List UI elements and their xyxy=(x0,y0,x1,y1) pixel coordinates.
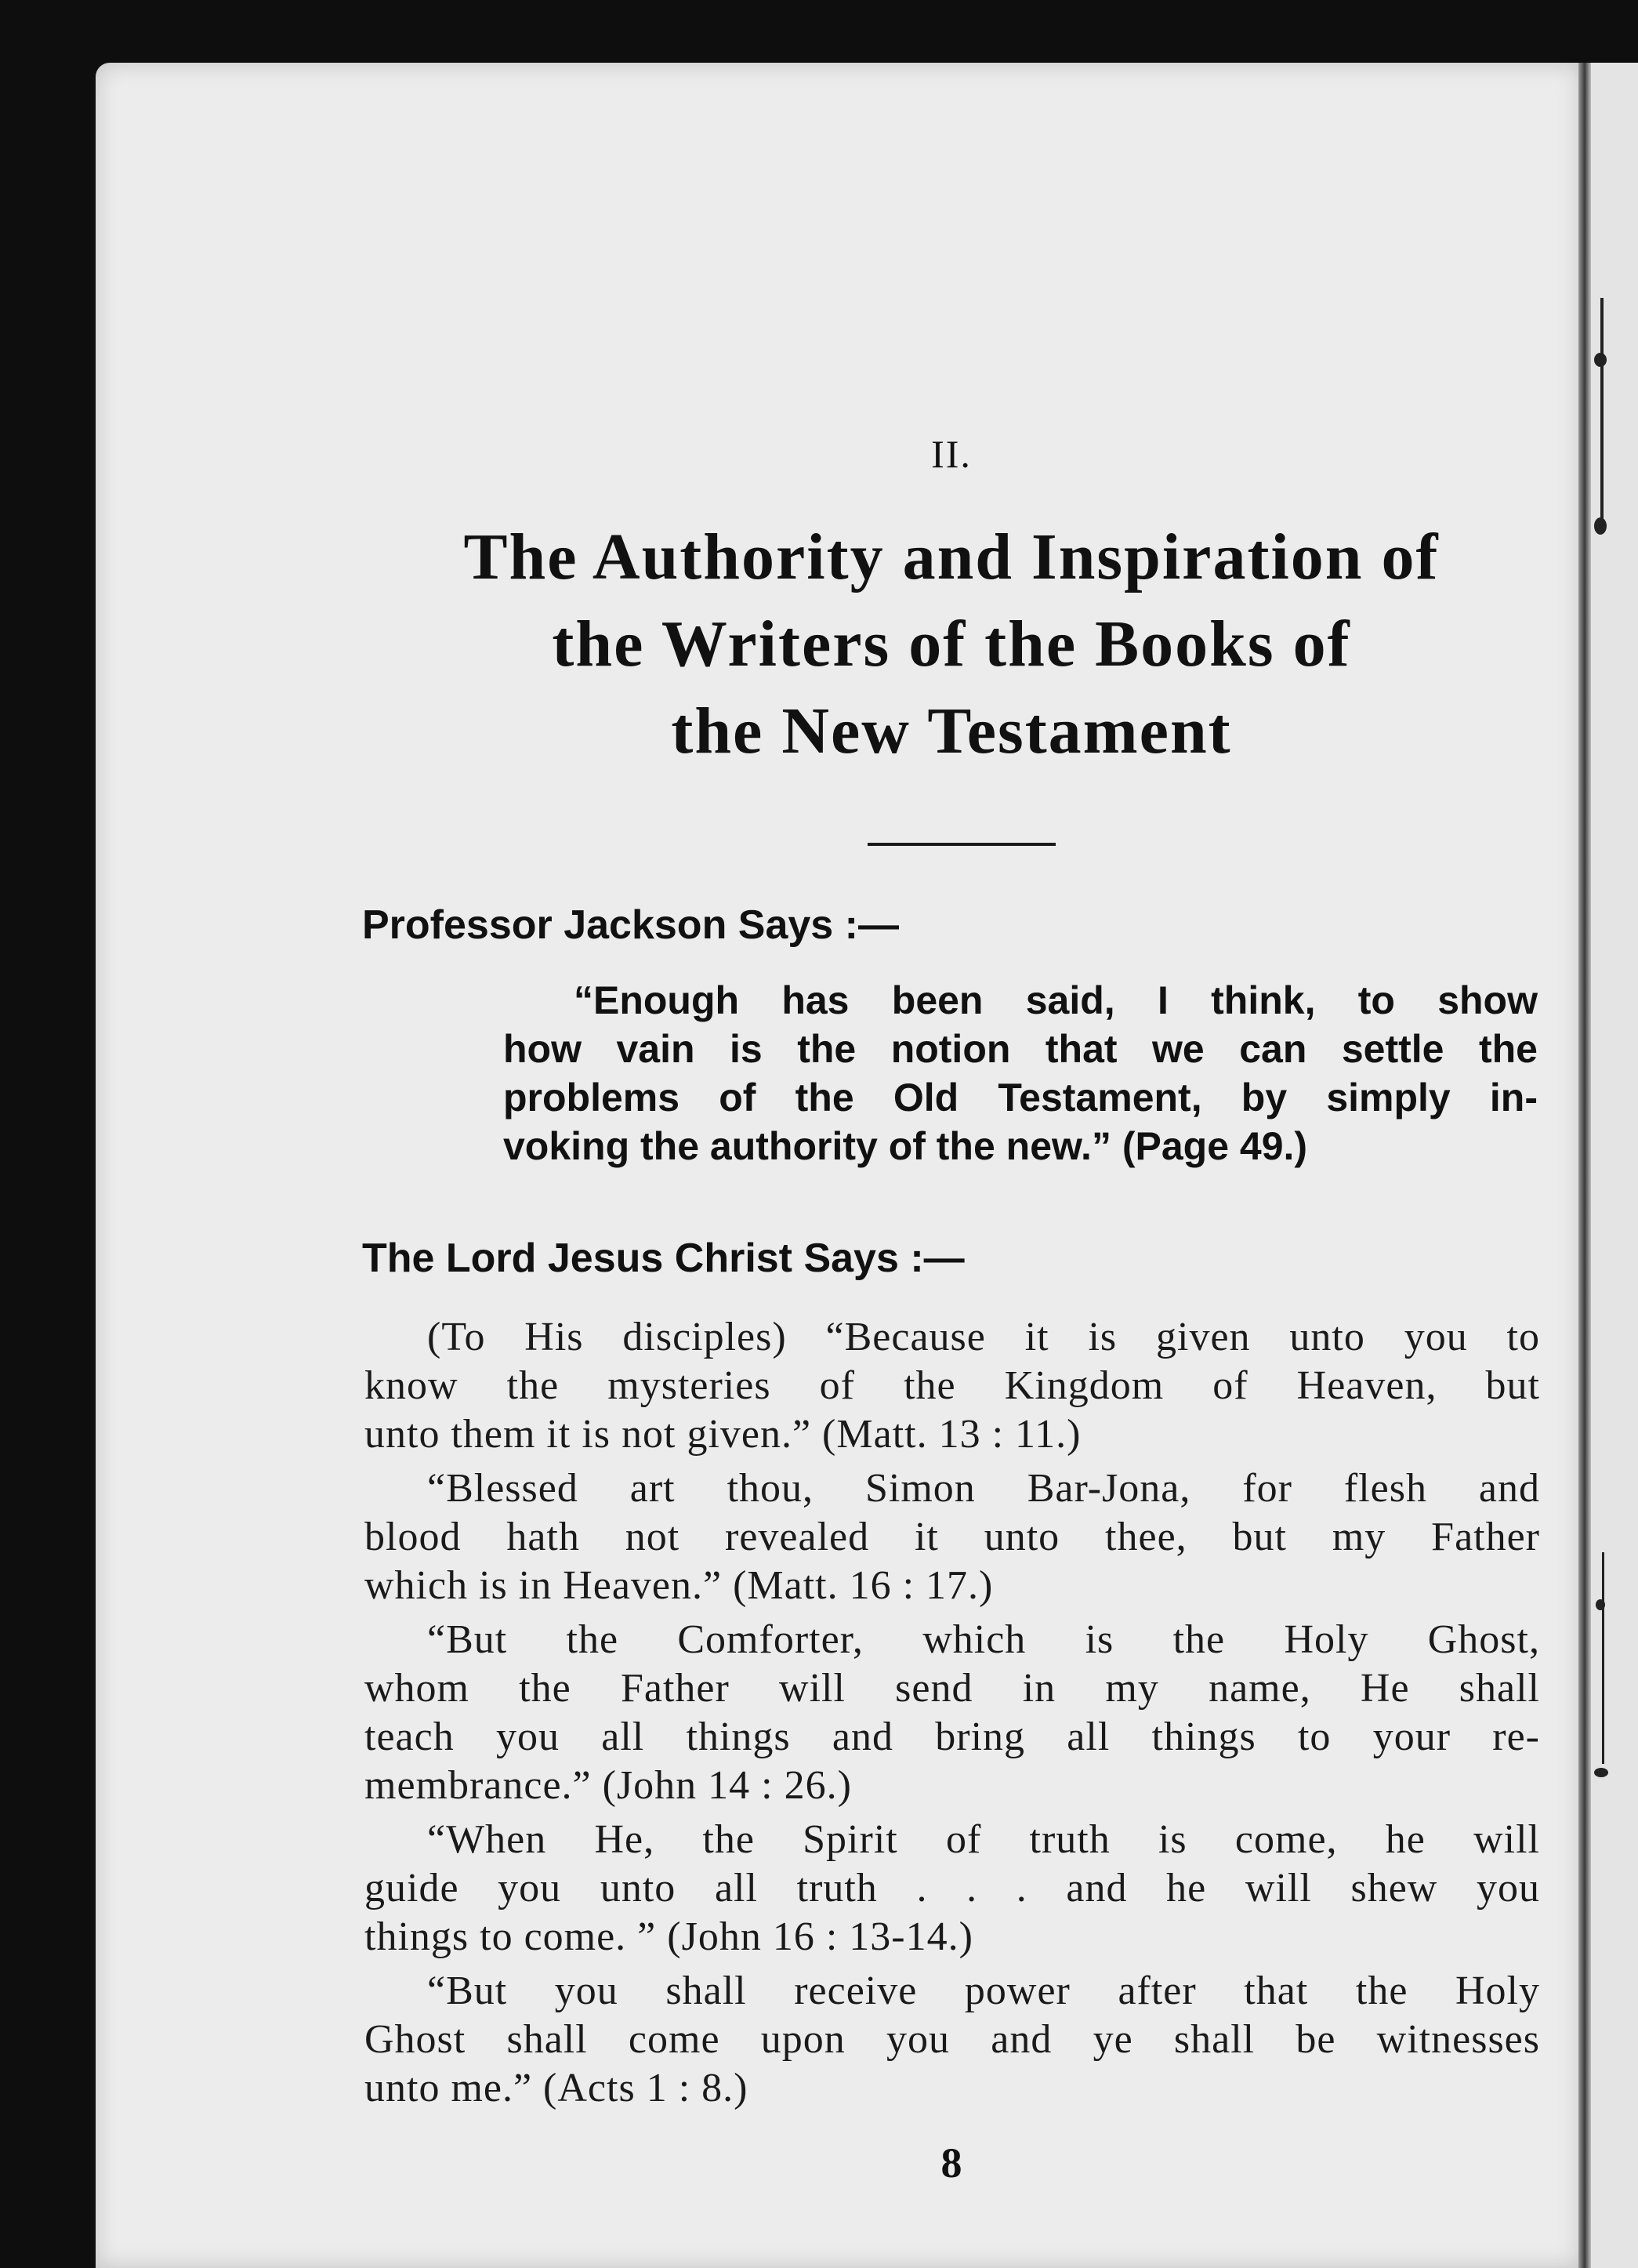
title-line: the New Testament xyxy=(671,695,1232,767)
margin-mark xyxy=(1602,1552,1604,1764)
text-line: “But the Comforter, which is the Holy Ghost, xyxy=(427,1617,1540,1662)
facing-page-edge xyxy=(1591,63,1638,2268)
margin-mark xyxy=(1594,353,1607,367)
quote-line: voking the authority of the new.” (Page 49.) xyxy=(503,1124,1308,1168)
text-line: things to come. ” (John 16 : 13-14.) xyxy=(364,1914,973,1959)
scripture-quotes xyxy=(364,1313,1540,2118)
margin-mark xyxy=(1600,298,1604,533)
chapter-title xyxy=(96,513,1638,775)
text-line: whom the Father will send in my name, He shall xyxy=(364,1666,1540,1711)
text-line: guide you unto all truth . . . and he will shew you xyxy=(364,1866,1540,1911)
text-line: “But you shall receive power after that the Holy xyxy=(427,1969,1540,2013)
text-line: “When He, the Spirit of truth is come, he will xyxy=(427,1817,1540,1862)
page-content xyxy=(96,63,1581,2268)
title-line: The Authority and Inspiration of xyxy=(463,521,1440,593)
scripture-paragraph xyxy=(364,1616,1540,1810)
scripture-paragraph xyxy=(364,1464,1540,1610)
title-divider xyxy=(868,843,1056,846)
margin-mark xyxy=(1594,1768,1608,1777)
page-number: 8 xyxy=(940,2139,962,2186)
text-line: blood hath not revealed it unto thee, but my Father xyxy=(364,1515,1540,1559)
jackson-heading: Professor Jackson Says :— xyxy=(362,902,899,948)
christ-heading: The Lord Jesus Christ Says :— xyxy=(362,1236,965,1281)
quote-line: how vain is the notion that we can settle the xyxy=(503,1027,1538,1071)
margin-mark xyxy=(1594,517,1607,535)
text-line: which is in Heaven.” (Matt. 16 : 17.) xyxy=(364,1563,994,1608)
scripture-paragraph xyxy=(364,1313,1540,1459)
section-numeral: II. xyxy=(931,432,972,476)
text-line: unto me.” (Acts 1 : 8.) xyxy=(364,2066,748,2110)
scripture-paragraph xyxy=(364,1967,1540,2113)
scripture-paragraph xyxy=(364,1816,1540,1961)
margin-mark xyxy=(1596,1599,1605,1610)
quote-line: problems of the Old Testament, by simply in- xyxy=(503,1076,1538,1119)
book-gutter xyxy=(1578,63,1591,2268)
text-line: teach you all things and bring all things to your re- xyxy=(364,1715,1540,1759)
text-line: membrance.” (John 14 : 26.) xyxy=(364,1763,852,1808)
title-line: the Writers of the Books of xyxy=(552,608,1351,680)
text-line: know the mysteries of the Kingdom of Heaven, but xyxy=(364,1363,1540,1408)
text-line: “Blessed art thou, Simon Bar-Jona, for flesh and xyxy=(427,1466,1540,1511)
text-line: (To His disciples) “Because it is given unto you to xyxy=(427,1315,1540,1359)
jackson-quote xyxy=(503,976,1538,1170)
quote-line: “Enough has been said, I think, to show xyxy=(574,978,1538,1022)
text-line: unto them it is not given.” (Matt. 13 : 11.) xyxy=(364,1412,1082,1457)
book-page xyxy=(96,63,1581,2268)
text-line: Ghost shall come upon you and ye shall be witnesses xyxy=(364,2017,1540,2062)
